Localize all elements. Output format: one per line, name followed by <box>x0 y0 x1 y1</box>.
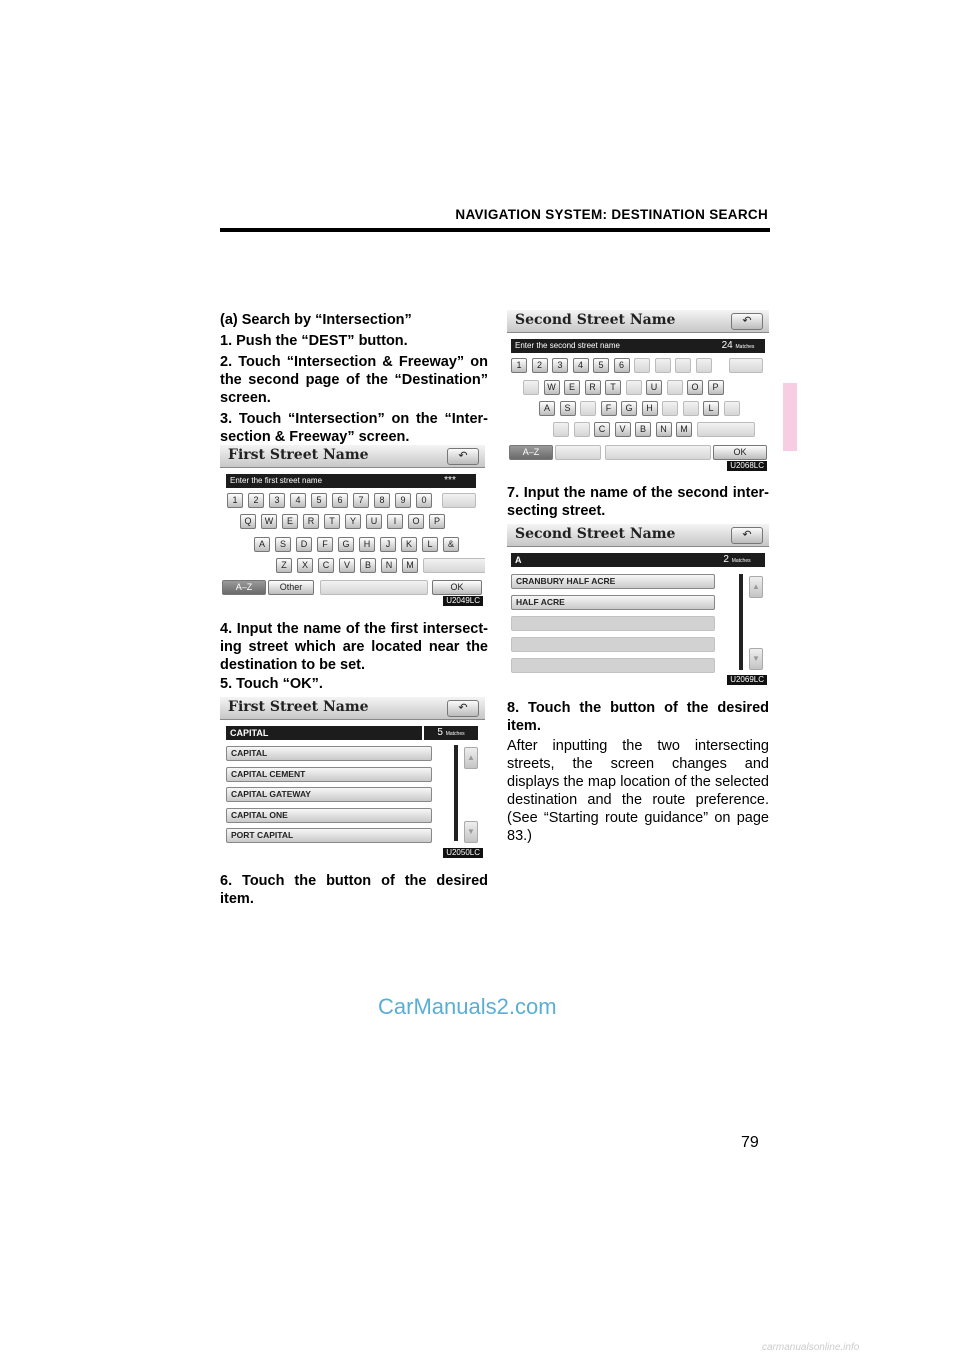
step-7: 7. Input the name of the second inter-secting street. <box>507 485 769 519</box>
figure-id: U2069LC <box>727 675 767 685</box>
title-bar <box>220 697 485 720</box>
key-o[interactable]: O <box>408 514 424 529</box>
key-disabled <box>683 401 699 416</box>
figure-id: U2068LC <box>727 461 767 471</box>
key-n[interactable]: N <box>381 558 397 573</box>
key-disabled <box>553 422 569 437</box>
key-n[interactable]: N <box>656 422 672 437</box>
street-name-input[interactable]: A <box>511 553 709 567</box>
body-paragraph: After inputting the two intersecting streets, the screen changes and displays the map location of the selected destination and the route preference. (See “Starting route guidance” on page 83.) <box>507 738 769 844</box>
scroll-down-button[interactable]: ▼ <box>464 821 478 843</box>
key-2[interactable]: 2 <box>248 493 264 508</box>
street-name-input[interactable]: CAPITAL <box>226 726 422 740</box>
other-button[interactable]: Other <box>268 580 314 595</box>
watermark-link[interactable]: CarManuals2.com <box>378 994 557 1019</box>
key-a[interactable]: A <box>254 537 270 552</box>
page-number: 79 <box>741 1134 759 1151</box>
key-l[interactable]: L <box>422 537 438 552</box>
a-z-button[interactable]: A–Z <box>222 580 266 595</box>
page-header-title: NAVIGATION SYSTEM: DESTINATION SEARCH <box>455 207 768 222</box>
space-key[interactable] <box>605 445 711 460</box>
key-disabled <box>523 380 539 395</box>
key-r[interactable]: R <box>303 514 319 529</box>
match-count <box>709 553 765 567</box>
street-name-input[interactable]: Enter the second street name <box>511 339 711 353</box>
list-item[interactable]: PORT CAPITAL <box>226 828 432 843</box>
key-c[interactable]: C <box>594 422 610 437</box>
key-5[interactable]: 5 <box>593 358 609 373</box>
key-x[interactable]: X <box>297 558 313 573</box>
screen-title: Second Street Name <box>515 312 676 328</box>
title-bar <box>220 445 485 468</box>
match-count: *** <box>424 474 476 488</box>
back-button[interactable]: ↶ <box>447 448 479 465</box>
key-4[interactable]: 4 <box>290 493 306 508</box>
key-r[interactable]: R <box>585 380 601 395</box>
list-item <box>511 616 715 631</box>
scroll-down-button[interactable]: ▼ <box>749 648 763 670</box>
key-5[interactable]: 5 <box>311 493 327 508</box>
key-m[interactable]: M <box>402 558 418 573</box>
match-count <box>711 339 765 353</box>
screen-first-street-list <box>220 697 485 859</box>
list-item[interactable]: CRANBURY HALF ACRE <box>511 574 715 589</box>
key-f[interactable]: F <box>601 401 617 416</box>
key-t[interactable]: T <box>324 514 340 529</box>
key-disabled <box>634 358 650 373</box>
scroll-up-button[interactable]: ▲ <box>749 576 763 598</box>
key-b[interactable]: B <box>360 558 376 573</box>
key-3[interactable]: 3 <box>552 358 568 373</box>
step-8: 8. Touch the button of the desired item. <box>507 700 769 734</box>
match-count <box>424 726 478 740</box>
key-9[interactable]: 9 <box>395 493 411 508</box>
match-count-number: 2 <box>723 554 729 565</box>
screen-title: Second Street Name <box>515 526 676 542</box>
space-key[interactable] <box>320 580 428 595</box>
key-q[interactable]: Q <box>240 514 256 529</box>
header-rule <box>220 228 770 232</box>
list-item[interactable]: CAPITAL ONE <box>226 808 432 823</box>
key-7[interactable]: 7 <box>353 493 369 508</box>
step-3: 3. Touch “Intersection” on the “Inter-section & Freeway” screen. <box>220 411 488 445</box>
key-6[interactable]: 6 <box>332 493 348 508</box>
key-k[interactable]: K <box>401 537 417 552</box>
title-bar <box>507 310 769 333</box>
key-g[interactable]: G <box>621 401 637 416</box>
key-disabled <box>580 401 596 416</box>
screen-second-street-keyboard <box>507 310 769 472</box>
match-count-number: 5 <box>437 727 443 738</box>
key-h[interactable]: H <box>359 537 375 552</box>
list-item <box>511 637 715 652</box>
key-a[interactable]: A <box>539 401 555 416</box>
list-item <box>511 658 715 673</box>
key-g[interactable]: G <box>338 537 354 552</box>
figure-id: U2050LC <box>443 848 483 858</box>
key-0[interactable]: 0 <box>416 493 432 508</box>
key-l[interactable]: L <box>703 401 719 416</box>
key-z[interactable]: Z <box>276 558 292 573</box>
list-item[interactable]: CAPITAL CEMENT <box>226 767 432 782</box>
match-count-number: 24 <box>721 340 733 351</box>
screen-first-street-keyboard <box>220 445 485 607</box>
key-b[interactable]: B <box>635 422 651 437</box>
key-j[interactable]: J <box>380 537 396 552</box>
step-1: 1. Push the “DEST” button. <box>220 333 408 349</box>
key-disabled <box>729 358 763 373</box>
scrollbar-track[interactable] <box>454 745 458 841</box>
scrollbar-track[interactable] <box>739 574 743 670</box>
ok-button[interactable]: OK <box>713 445 767 460</box>
key-i[interactable]: I <box>387 514 403 529</box>
key-v[interactable]: V <box>339 558 355 573</box>
step-2: 2. Touch “Intersection & Freeway” on the second page of the “Destination” screen. <box>220 354 488 406</box>
back-button[interactable]: ↶ <box>731 527 763 544</box>
key-disabled <box>724 401 740 416</box>
key-e[interactable]: E <box>282 514 298 529</box>
other-button[interactable] <box>555 445 601 460</box>
title-bar <box>507 524 769 547</box>
key-1[interactable]: 1 <box>511 358 527 373</box>
key-f[interactable]: F <box>317 537 333 552</box>
key-disabled <box>697 422 755 437</box>
key-w[interactable]: W <box>261 514 277 529</box>
key-disabled <box>574 422 590 437</box>
key-v[interactable]: V <box>615 422 631 437</box>
match-count-label: Matches <box>735 344 755 350</box>
key-disabled <box>626 380 642 395</box>
section-tab <box>783 383 797 451</box>
key-disabled <box>662 401 678 416</box>
key-4[interactable]: 4 <box>573 358 589 373</box>
ok-button[interactable]: OK <box>432 580 482 595</box>
key-h[interactable]: H <box>642 401 658 416</box>
key-8[interactable]: 8 <box>374 493 390 508</box>
screen-second-street-list <box>507 524 769 686</box>
key-w[interactable]: W <box>544 380 560 395</box>
key-o[interactable]: O <box>687 380 703 395</box>
step-4: 4. Input the name of the first intersect-ing street which are located near the destination to be set. <box>220 621 488 673</box>
key-m[interactable]: M <box>676 422 692 437</box>
screen-title: First Street Name <box>228 447 369 463</box>
a-z-button[interactable]: A–Z <box>509 445 553 460</box>
screen-title: First Street Name <box>228 699 369 715</box>
key-c[interactable]: C <box>318 558 334 573</box>
key-ampersand[interactable]: & <box>443 537 459 552</box>
key-2[interactable]: 2 <box>532 358 548 373</box>
match-count-label: Matches <box>445 731 465 737</box>
key-d[interactable]: D <box>296 537 312 552</box>
step-5: 5. Touch “OK”. <box>220 676 323 692</box>
key-u[interactable]: U <box>646 380 662 395</box>
key-disabled <box>696 358 712 373</box>
key-6[interactable]: 6 <box>614 358 630 373</box>
key-disabled <box>655 358 671 373</box>
street-name-input[interactable]: Enter the first street name <box>226 474 436 488</box>
list-item[interactable]: CAPITAL GATEWAY <box>226 787 432 802</box>
list-item[interactable]: CAPITAL <box>226 746 432 761</box>
key-e[interactable]: E <box>564 380 580 395</box>
list-item[interactable]: HALF ACRE <box>511 595 715 610</box>
footer-site: carmanualsonline.info <box>762 1342 860 1353</box>
key-disabled <box>667 380 683 395</box>
match-count-label: Matches <box>731 558 751 564</box>
key-disabled <box>675 358 691 373</box>
key-y[interactable]: Y <box>345 514 361 529</box>
key-s[interactable]: S <box>275 537 291 552</box>
key-u[interactable]: U <box>366 514 382 529</box>
key-p[interactable]: P <box>708 380 724 395</box>
key-p[interactable]: P <box>429 514 445 529</box>
figure-id: U2049LC <box>443 596 483 606</box>
step-6: 6. Touch the button of the desired item. <box>220 873 488 907</box>
scroll-up-button[interactable]: ▲ <box>464 747 478 769</box>
key-s[interactable]: S <box>560 401 576 416</box>
key-1[interactable]: 1 <box>227 493 243 508</box>
key-t[interactable]: T <box>605 380 621 395</box>
section-heading: (a) Search by “Intersection” <box>220 312 412 328</box>
backspace-key[interactable] <box>442 493 476 508</box>
key-disabled <box>423 558 485 573</box>
back-button[interactable]: ↶ <box>447 700 479 717</box>
key-3[interactable]: 3 <box>269 493 285 508</box>
back-button[interactable]: ↶ <box>731 313 763 330</box>
